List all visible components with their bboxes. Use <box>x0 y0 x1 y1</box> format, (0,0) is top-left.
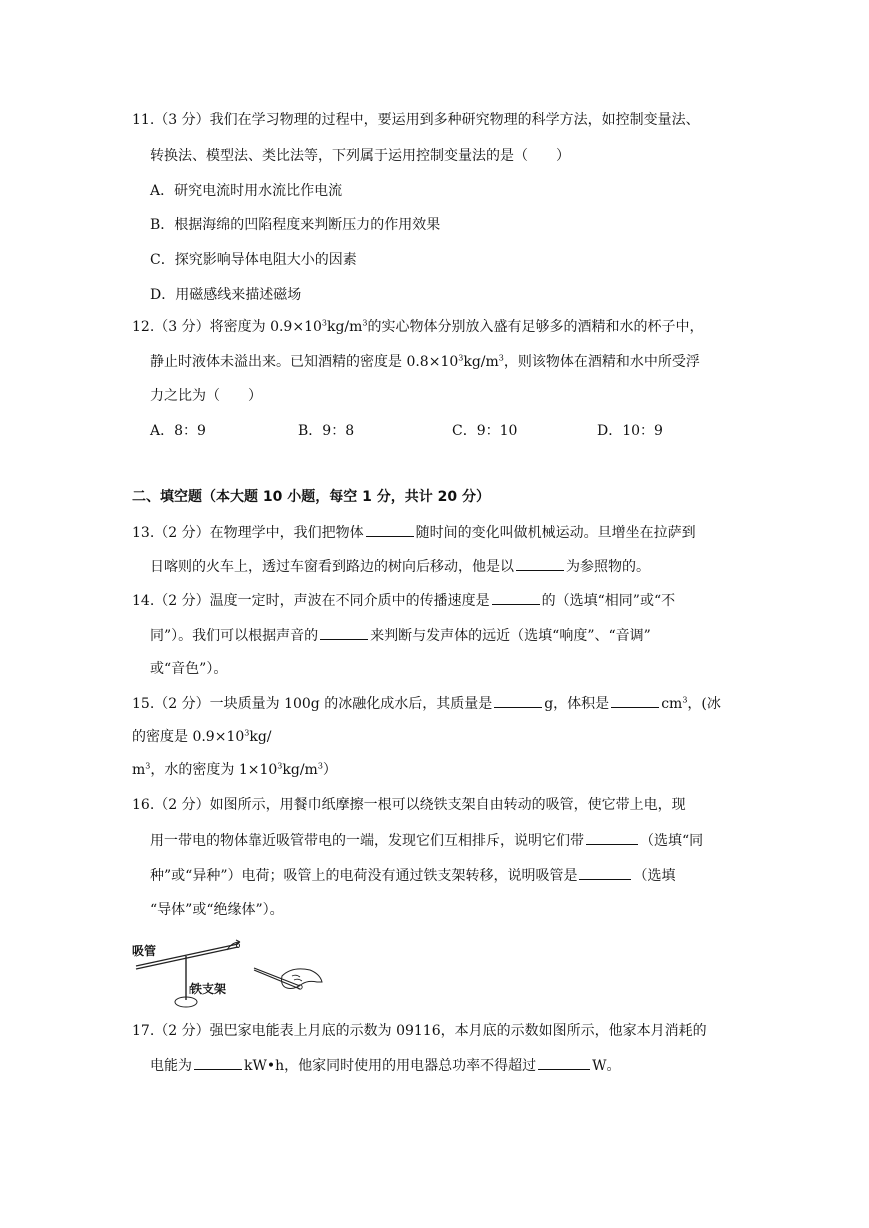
answer-blank[interactable] <box>586 830 638 845</box>
q15-text: 的密度是 0.9×10 <box>132 729 245 745</box>
q14-text: 来判断与发声体的远近（选填“响度”、“音调” <box>370 628 651 644</box>
q14-text: 的（选填“相同”或“不 <box>541 593 676 609</box>
q15-text: 15.（2 分）一块质量为 100g 的冰融化成水后，其质量是 <box>132 696 493 712</box>
answer-blank[interactable] <box>194 1055 242 1070</box>
q15-sup: 3 <box>277 761 283 771</box>
answer-blank[interactable] <box>538 1055 590 1070</box>
q12-text: ，则该物体在酒精和水中所受浮 <box>503 354 700 370</box>
q11-option-d: D．用磁感线来描述磁场 <box>150 287 302 303</box>
q15-sup: 3 <box>682 695 688 705</box>
q15-line1 <box>132 693 721 714</box>
q13-text: 为参照物的。 <box>566 559 650 575</box>
q12-sup: 3 <box>321 318 327 328</box>
q12-text: 的实心物体分别放入盛有足够多的酒精和水的杯子中， <box>367 319 704 335</box>
q11-option-b: B．根据海绵的凹陷程度来判断压力的作用效果 <box>150 217 441 233</box>
q15-text: kg/ <box>249 729 272 745</box>
q12-text: 静止时液体未溢出来。已知酒精的密度是 0.8×10 <box>150 354 459 370</box>
q15-sup: 3 <box>317 761 323 771</box>
q15-text: ，(冰 <box>687 696 721 712</box>
q12-text: kg/m <box>326 319 363 335</box>
q15-text: ） <box>322 762 337 778</box>
answer-blank[interactable] <box>366 522 414 537</box>
q17-text: kW•h，他家同时使用的用电器总功率不得超过 <box>244 1058 537 1074</box>
q11-option-a: A．研究电流时用水流比作电流 <box>150 183 343 199</box>
q14-text: 14.（2 分）温度一定时，声波在不同介质中的传播速度是 <box>132 593 490 609</box>
section-heading: 二、填空题（本大题 10 小题，每空 1 分，共计 20 分） <box>132 489 490 505</box>
q16-text: （选填“同 <box>640 833 704 849</box>
q16-line4: “导体”或“绝缘体”）。 <box>150 902 284 918</box>
straw-figure <box>132 936 324 1011</box>
q16-text: （选填 <box>633 868 676 884</box>
q15-text: ，水的密度为 1×10 <box>150 762 278 778</box>
q11-option-c: C．探究影响导体电阻大小的因素 <box>150 252 357 268</box>
q15-line2 <box>132 727 272 747</box>
q13-text: 13.（2 分）在物理学中，我们把物体 <box>132 525 364 541</box>
q15-sup: 3 <box>145 761 151 771</box>
answer-blank[interactable] <box>492 590 540 605</box>
q11-line2: 转换法、模型法、类比法等，下列属于运用控制变量法的是（ ） <box>150 148 570 164</box>
q12-option-c: C．9：10 <box>452 423 518 439</box>
answer-blank[interactable] <box>611 693 659 708</box>
answer-blank[interactable] <box>579 865 631 880</box>
q12-sup: 3 <box>458 353 464 363</box>
q17-line1: 17.（2 分）强巴家电能表上月底的示数为 09116，本月底的示数如图所示，他家本月消耗的 <box>132 1023 707 1039</box>
q12-text: kg/m <box>463 354 499 370</box>
straw-diagram <box>132 936 324 1011</box>
q16-line2 <box>150 830 703 851</box>
q15-text: g，体积是 <box>544 696 610 712</box>
q12-sup: 3 <box>362 318 368 328</box>
q12-option-a: A．8：9 <box>150 423 206 439</box>
q11-line1: 11.（3 分）我们在学习物理的过程中，要运用到多种研究物理的科学方法，如控制变量法、 <box>132 112 700 128</box>
q12-text: 12.（3 分）将密度为 0.9×10 <box>132 319 322 335</box>
q14-line1 <box>132 590 675 611</box>
stand-label: 铁支架 <box>190 982 227 996</box>
q12-option-d: D．10：9 <box>597 423 663 439</box>
answer-blank[interactable] <box>516 556 564 571</box>
q13-text: 日喀则的火车上，透过车窗看到路边的树向后移动，他是以 <box>150 559 514 575</box>
q13-line2 <box>150 556 650 577</box>
q15-text: m <box>132 762 146 778</box>
q15-sup: 3 <box>244 728 250 738</box>
q12-sup: 3 <box>498 353 504 363</box>
q16-line3 <box>150 865 675 886</box>
straw-label: 吸管 <box>132 944 157 958</box>
q17-text: W。 <box>592 1058 621 1074</box>
q12-option-b: B．9：8 <box>298 423 355 439</box>
q15-line3 <box>132 760 337 780</box>
q16-line1: 16.（2 分）如图所示，用餐巾纸摩擦一根可以绕铁支架自由转动的吸管，使它带上电，现 <box>132 797 686 813</box>
q15-text: kg/m <box>282 762 318 778</box>
answer-blank[interactable] <box>320 625 368 640</box>
q14-line2 <box>150 625 651 646</box>
q12-line3: 力之比为（ ） <box>150 388 262 404</box>
q15-text: cm <box>661 696 683 712</box>
q13-text: 随时间的变化叫做机械运动。旦增坐在拉萨到 <box>415 525 696 541</box>
q14-text: 同”）。我们可以根据声音的 <box>150 628 319 644</box>
q16-text: 种”或“异种”）电荷；吸管上的电荷没有通过铁支架转移，说明吸管是 <box>150 868 578 884</box>
q12-line1 <box>132 317 704 337</box>
q17-line2 <box>150 1055 621 1076</box>
q12-line2 <box>150 352 700 372</box>
q14-line3: 或“音色”）。 <box>150 661 228 677</box>
q17-text: 电能为 <box>150 1058 192 1074</box>
q13-line1 <box>132 522 696 543</box>
answer-blank[interactable] <box>494 693 542 708</box>
q16-text: 用一带电的物体靠近吸管带电的一端，发现它们互相排斥，说明它们带 <box>150 833 584 849</box>
